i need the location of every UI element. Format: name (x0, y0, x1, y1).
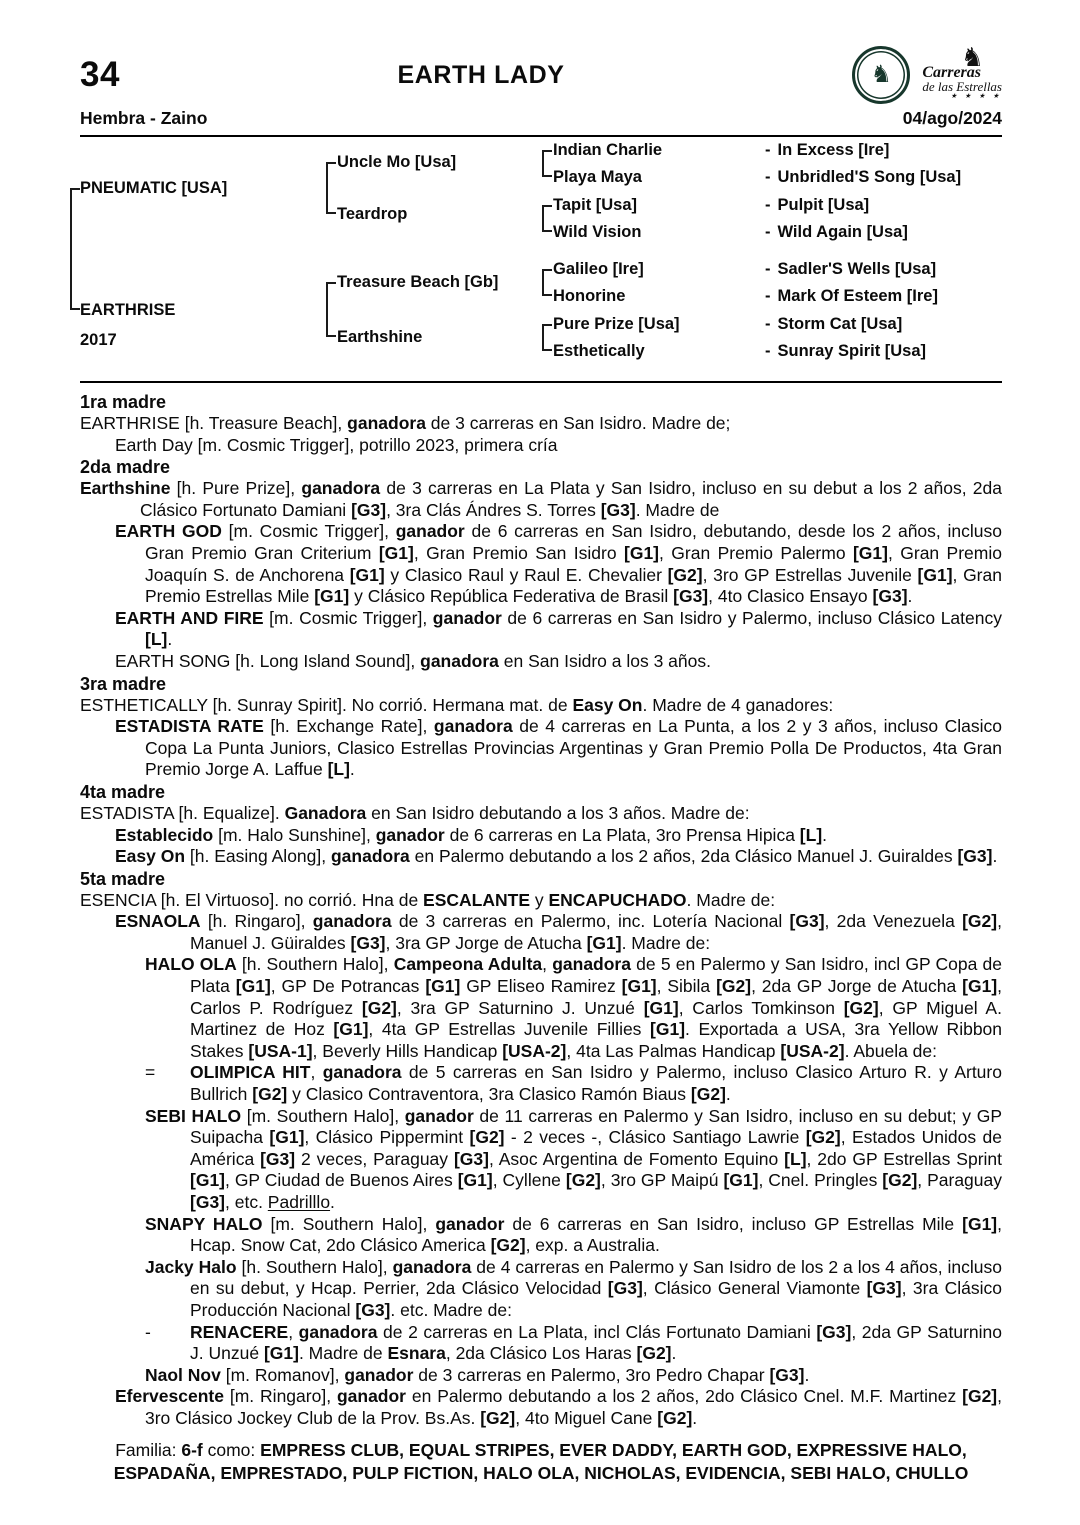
pedigree-node: Tapit [Usa] (553, 196, 638, 214)
page-header (80, 43, 1002, 104)
pedigree-note: ESTADISTA [h. Equalize]. Ganadora en San Isidro debutando a los 3 años. Madre de: (80, 802, 750, 823)
section-heading: 2da madre (80, 457, 171, 478)
dash-marker: - (765, 287, 771, 305)
dash-marker: - (765, 260, 771, 278)
dash-marker: - (765, 141, 771, 159)
pedigree-node (765, 140, 889, 160)
pedigree-node (765, 167, 961, 187)
pedigree-note: SEBI HALO [m. Southern Halo], ganador de 11 carreras en Palermo y San Isidro, incluso en su debut; y GP Suipacha [G1], Clásico Pippermint [G2] - 2 veces -, Clásico Santiago Lawrie [G2], Estados Unidos de América [G3] 2 veces, Paraguay [G3], Asoc Argentina de Fomento Equino [L], 2do GP Estrellas Sprint [G1], GP Ciudad de Buenos Aires [G1], Cyllene [G2], 3ro GP Maipú [G1], Cnel. Pringles [G2], Paraguay [G3], etc. Padrilllo. (145, 1105, 1003, 1212)
pedigree-note: Establecido [m. Halo Sunshine], ganador de 6 carreras en La Plata, 3ro Prensa Hipica [L]. (115, 824, 828, 845)
section-heading: 4ta madre (80, 781, 166, 802)
pedigree-node: Treasure Beach [Gb] (337, 273, 499, 291)
pedigree-node-dam-year: 2017 (80, 331, 117, 349)
pedigree-node: Uncle Mo [Usa] (337, 153, 457, 171)
pedigree-note: Naol Nov [m. Romanov], ganador de 3 carreras en Palermo, 3ro Pedro Chapar [G3]. (145, 1364, 810, 1385)
pedigree-node (765, 222, 908, 242)
pedigree-node-label: Sunray Spirit [Usa] (777, 342, 927, 360)
breeders-cup-logo (852, 46, 910, 104)
pedigree-node-label: Sadler'S Wells [Usa] (777, 260, 937, 278)
pedigree-node-label: In Excess [Ire] (777, 141, 890, 159)
lot-number: 34 (80, 55, 120, 94)
pedigree-rule (80, 381, 1002, 383)
bracket (542, 205, 552, 232)
pedigree-note: Efervescente [m. Ringaro], ganador en Palermo debutando a los 2 años, 2do Clásico Cnel. M.F. Martinez [G2], 3ro Clásico Jockey Club de la Prov. Bs.As. [G2], 4to Miguel Cane [G2]. (115, 1386, 1002, 1428)
pedigree-note: ESTADISTA RATE [h. Exchange Rate], ganadora de 4 carreras en La Punta, a los 2 y 3 años, incluso Clasico Copa La Punta Juniors, Clasico Estrellas Provincias Argentinas y Gran Premio Polla De Productos, 4ta Gran Premio Jorge A. Laffue [L]. (115, 716, 1002, 780)
bracket (326, 162, 336, 214)
pedigree-node: Teardrop (337, 205, 408, 223)
section-heading: 1ra madre (80, 392, 167, 412)
logos (752, 43, 1002, 104)
horse-head-icon: ♞ (870, 61, 893, 88)
pedigree-note: = OLIMPICA HIT, ganadora de 5 carreras en San Isidro y Palermo, incluso Clasico Arturo R. y Arturo Bullrich [G2] y Clasico Contraventora, 3ra Clasico Ramón Biaus [G2]. (145, 1062, 1002, 1105)
dash-marker: - (765, 223, 771, 241)
pedigree-node: Playa Maya (553, 168, 642, 186)
pedigree-node: Honorine (553, 287, 626, 305)
logo-text-line2: de las Estrellas (922, 79, 1002, 94)
pedigree-node-dam: EARTHRISE (80, 301, 176, 319)
stars-decoration: ★ ★ ★ ★ (950, 92, 1002, 100)
pedigree-note: Easy On [h. Easing Along], ganadora en Palermo debutando a los 2 años, 2da Clásico Manuel J. Guiraldes [G3]. (115, 846, 998, 867)
pedigree-note: HALO OLA [h. Southern Halo], Campeona Adulta, ganadora de 5 en Palermo y San Isidro, incl GP Copa de Plata [G1], GP De Potrancas [G1] GP Eliseo Ramirez [G1], Sibila [G2], 2da GP Jorge de Atucha [G1], Carlos P. Rodríguez [G2], 3ra GP Saturnino J. Unzué [G1], Carlos Tomkinson [G2], GP Miguel A. Martinez de Hoz [G1], 4ta GP Estrellas Juvenile Fillies [G1]. Exportada a USA, 3ra Yellow Ribbon Stakes [USA-1], Beverly Hills Handicap [USA-2], 4ta Las Palmas Handicap [USA-2]. Abuela de: (145, 954, 1003, 1061)
bracket (542, 150, 552, 177)
family-note-text: Familia: 6-f como: EMPRESS CLUB, EQUAL STRIPES, EVER DADDY, EARTH GOD, EXPRESSIVE HALO, ESPADAÑA, EMPRESTADO, PULP FICTION, HALO OLA, NICHOLAS, EVIDENCIA, SEBI HALO, CHULLO (113, 1440, 969, 1483)
list-marker: - (145, 1321, 151, 1342)
dash-marker: - (765, 315, 771, 333)
dash-marker: - (765, 168, 771, 186)
section-heading: 3ra madre (80, 673, 167, 694)
carreras-estrellas-logo (922, 43, 1002, 100)
pedigree-note: EARTH AND FIRE [m. Cosmic Trigger], ganador de 6 carreras en San Isidro y Palermo, incluso Clásico Latency [L]. (115, 607, 1002, 650)
pedigree-node (765, 286, 938, 306)
pedigree-note: Jacky Halo [h. Southern Halo], ganadora de 4 carreras en Palermo y San Isidro de los 2 a los 4 años, incluso en su debut, y Hcap. Perrier, 2da Clásico Velocidad [G3], Clásico General Viamonte [G3], 3ra Clásico Producción Nacional [G3]. etc. Madre de: (145, 1256, 1002, 1320)
subheader-row (80, 108, 1002, 129)
pedigree-note: EARTHRISE [h. Treasure Beach], ganadora de 3 carreras en San Isidro. Madre de; (80, 413, 731, 433)
dash-marker: - (765, 196, 771, 214)
pedigree-node: Earthshine (337, 328, 423, 346)
sex-coat-label: Hembra - Zaino (80, 108, 208, 128)
list-marker: = (145, 1062, 156, 1083)
pedigree-note: ESENCIA [h. El Virtuoso]. no corrió. Hna de ESCALANTE y ENCAPUCHADO. Madre de: (80, 889, 776, 910)
pedigree-node: Pure Prize [Usa] (553, 315, 680, 333)
pedigree-node-label: Unbridled'S Song [Usa] (777, 168, 962, 186)
pedigree-node (765, 259, 936, 279)
mares-sections (80, 391, 1002, 1430)
pedigree-note: Earth Day [m. Cosmic Trigger], potrillo 2023, primera cría (115, 434, 558, 455)
logo-text-line1: Carreras (922, 64, 981, 81)
pedigree-node: Esthetically (553, 342, 645, 360)
pedigree-node-label: Mark Of Esteem [Ire] (777, 287, 938, 305)
sale-date: 04/ago/2024 (902, 108, 1002, 128)
pedigree-node-label: Storm Cat [Usa] (777, 315, 903, 333)
section-heading: 5ta madre (80, 868, 166, 889)
pedigree-node-label: Pulpit [Usa] (777, 196, 870, 214)
bracket (542, 269, 552, 296)
pedigree-note: ESNAOLA [h. Ringaro], ganadora de 3 carreras en Palermo, inc. Lotería Nacional [G3], 2da Venezuela [G2], Manuel J. Güiraldes [G3], 3ra GP Jorge de Atucha [G1]. Madre de: (115, 911, 1002, 953)
pedigree-node-sire: PNEUMATIC [USA] (80, 179, 228, 197)
pedigree-note: - RENACERE, ganadora de 2 carreras en La Plata, incl Clás Fortunato Damiani [G3], 2da GP Saturnino J. Unzué [G1]. Madre de Esnara, 2da Clásico Los Haras [G2]. (145, 1321, 1003, 1364)
horse-name-title: EARTH LADY (397, 60, 565, 89)
pedigree-note: EARTH SONG [h. Long Island Sound], ganadora en San Isidro a los 3 años. (115, 650, 711, 671)
bracket (326, 282, 336, 337)
bracket (70, 188, 80, 310)
dash-marker: - (765, 342, 771, 360)
pedigree-tree (80, 137, 1002, 375)
racehorse-icon: ♞ (960, 43, 984, 72)
pedigree-node-label: Wild Again [Usa] (777, 223, 908, 241)
pedigree-node (765, 341, 926, 361)
pedigree-node (765, 314, 902, 334)
pedigree-note: EARTH GOD [m. Cosmic Trigger], ganador de 6 carreras en San Isidro, debutando, desde los 2 años, incluso Gran Premio Gran Criterium [G1], Gran Premio San Isidro [G1], Gran Premio Palermo [G1], Gran Premio Joaquín S. de Anchorena [G1] y Clasico Raul y Raul E. Chevalier [G2], 3ro GP Estrellas Juvenile [G1], Gran Premio Estrellas Mile [G1] y Clásico República Federativa de Brasil [G3], 4to Clasico Ensayo [G3]. (115, 521, 1002, 607)
family-note (80, 1439, 1002, 1485)
bracket (542, 324, 552, 351)
pedigree-node: Indian Charlie (553, 141, 663, 159)
pedigree-note: Earthshine [h. Pure Prize], ganadora de 3 carreras en La Plata y San Isidro, incluso en su debut a los 2 años, 2da Clásico Fortunato Damiani [G3], 3ra Clás Ándres S. Torres [G3]. Madre de (80, 478, 1002, 520)
pedigree-node: Galileo [Ire] (553, 260, 644, 278)
pedigree-note: ESTHETICALLY [h. Sunray Spirit]. No corrió. Hermana mat. de Easy On. Madre de 4 ganadores: (80, 694, 834, 715)
pedigree-node (765, 195, 869, 215)
pedigree-note: SNAPY HALO [m. Southern Halo], ganador de 6 carreras en San Isidro, incluso GP Estrellas Mile [G1], Hcap. Snow Cat, 2do Clásico America [G2], exp. a Australia. (145, 1213, 1002, 1256)
pedigree-node: Wild Vision (553, 223, 642, 241)
